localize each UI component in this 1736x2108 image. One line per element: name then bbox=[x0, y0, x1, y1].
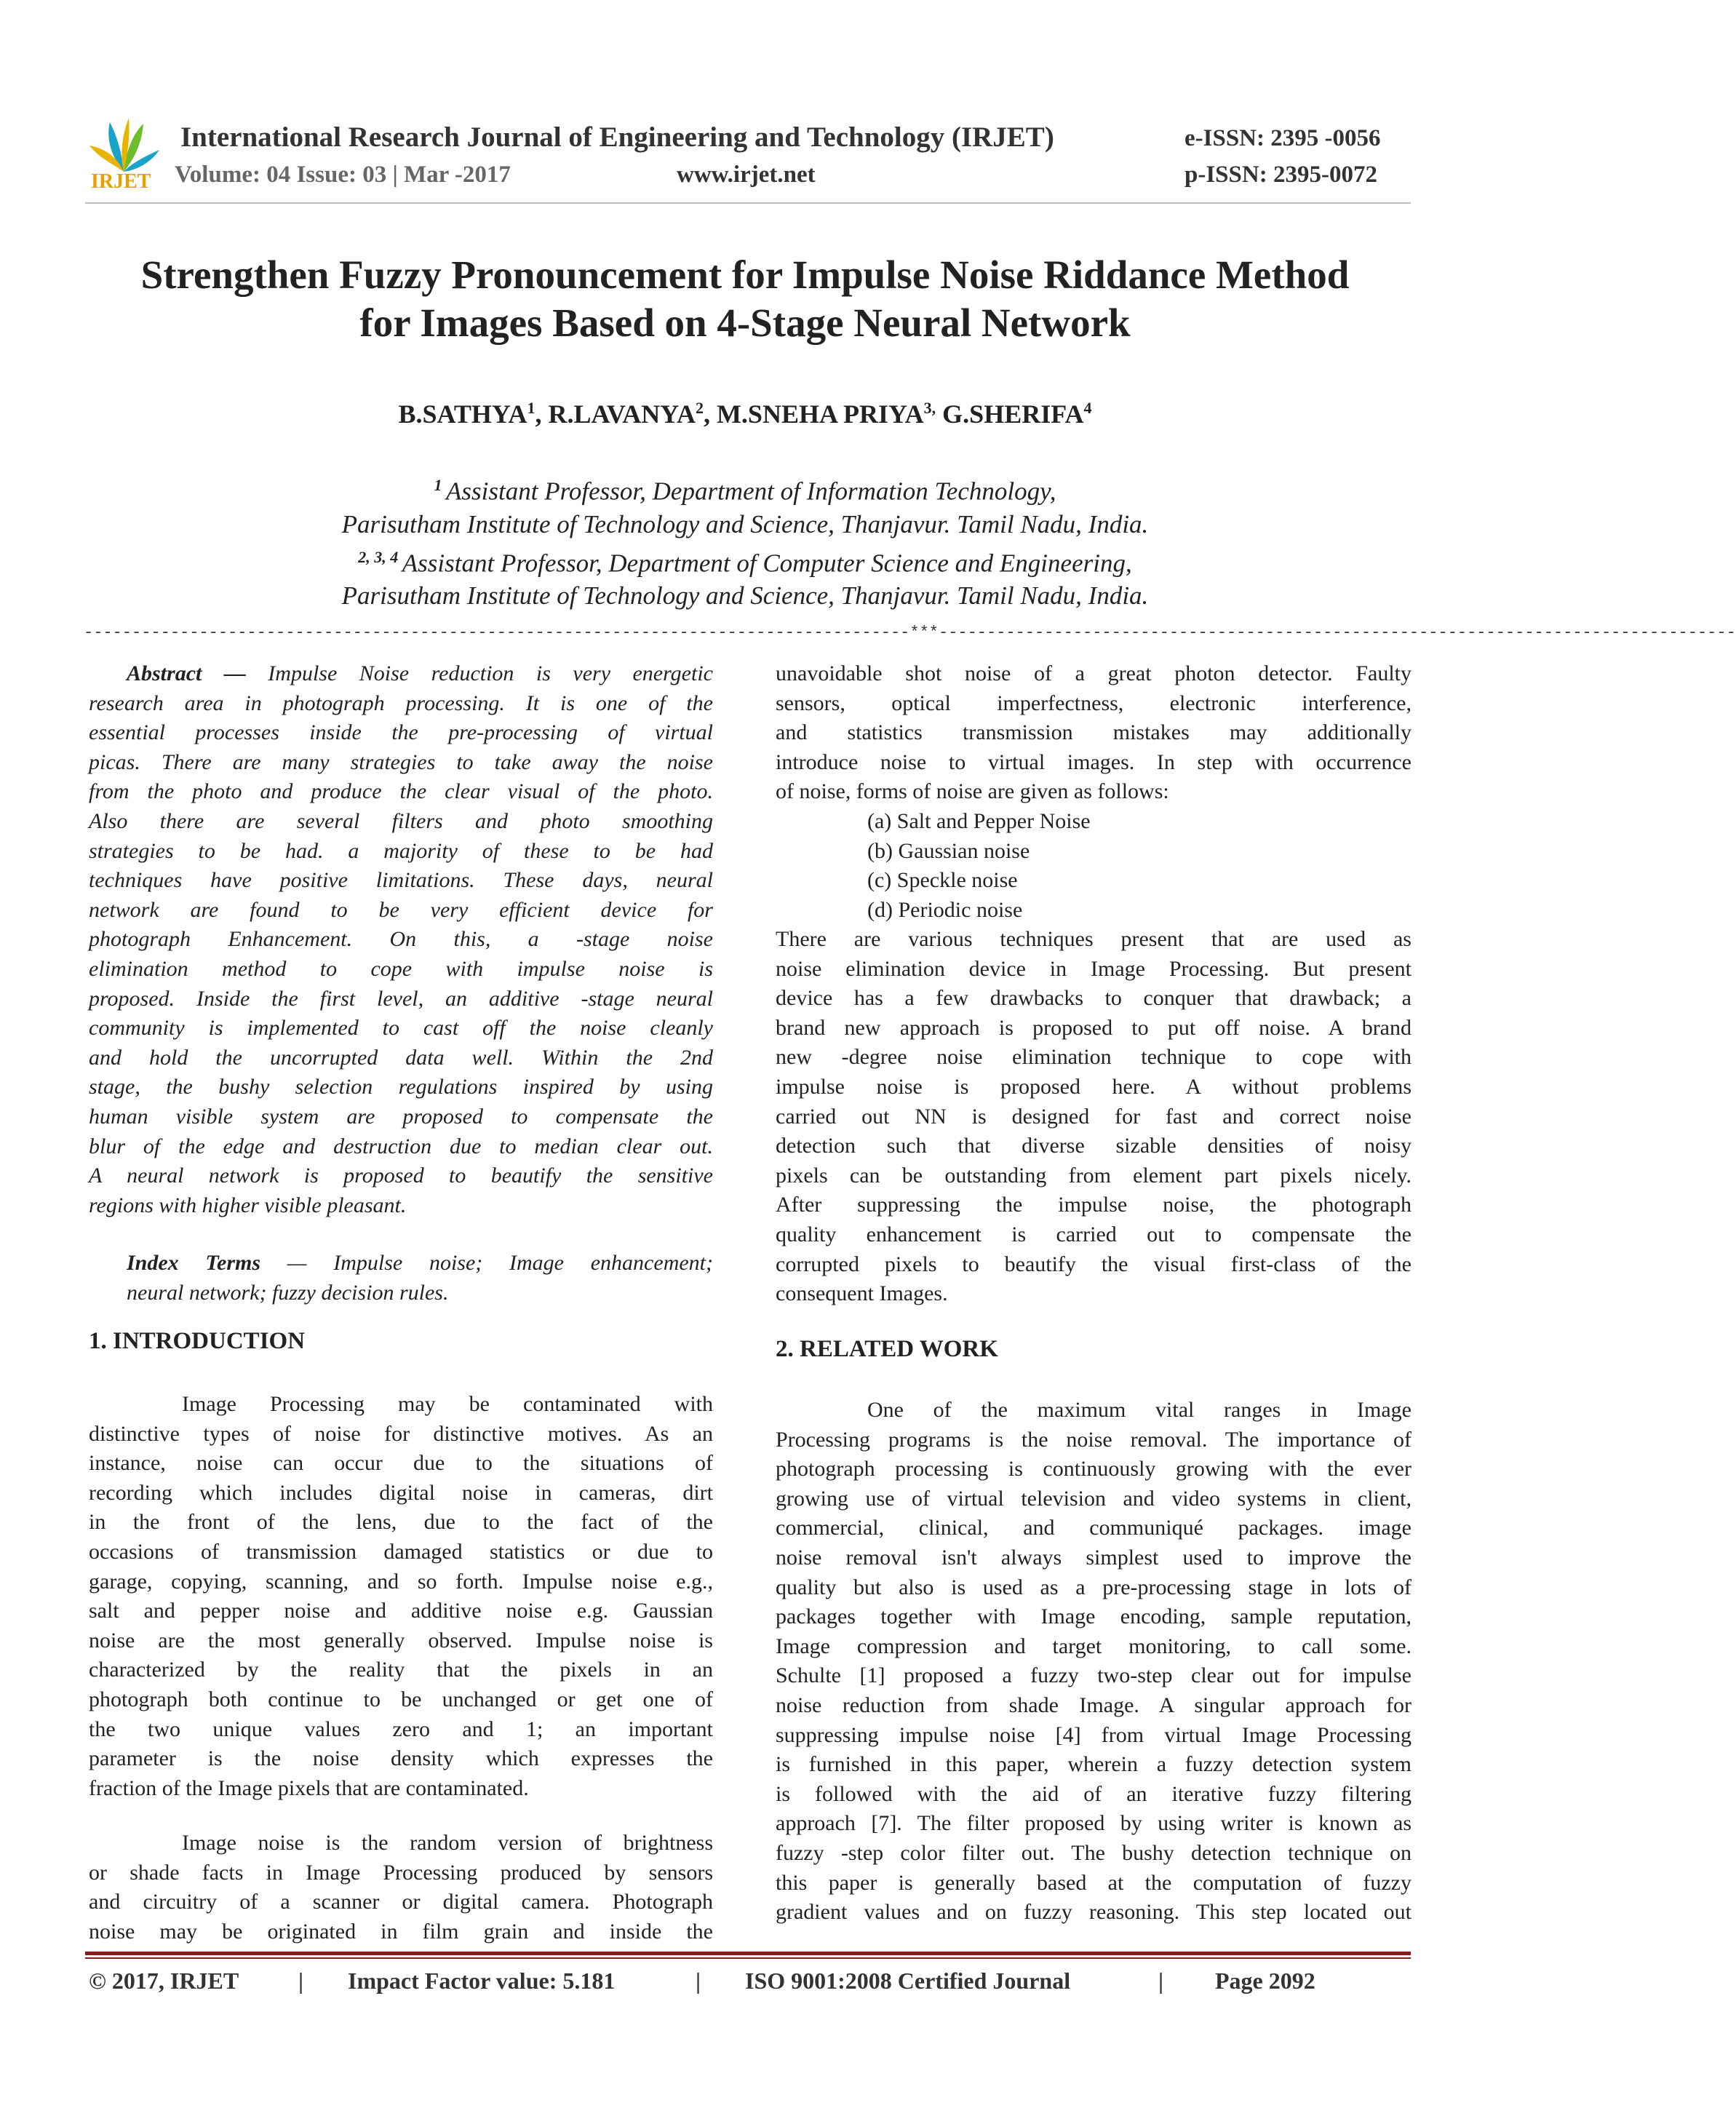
intro-p1-line: in the front of the lens, due to the fact of the bbox=[89, 1510, 713, 1535]
right-p2-line: There are various techniques present that are used as bbox=[776, 927, 1412, 951]
title-line-2: for Images Based on 4-Stage Neural Network bbox=[359, 301, 1131, 345]
affiliation-1-mark: 1 bbox=[434, 476, 447, 494]
right-p2-line: pixels can be outstanding from element part pixels nicely. bbox=[776, 1163, 1412, 1188]
intro-p1-line: occasions of transmission damaged statistics or due to bbox=[89, 1539, 713, 1564]
paper-title bbox=[0, 251, 1490, 347]
abstract-line: regions with higher visible pleasant. bbox=[89, 1193, 407, 1217]
right-p2-line: consequent Images. bbox=[776, 1281, 948, 1306]
intro-paragraph-2 bbox=[89, 1829, 713, 1946]
index-terms-label: Index Terms bbox=[127, 1251, 261, 1275]
journal-name: International Research Journal of Engineering and Technology (IRJET) bbox=[180, 122, 1054, 153]
e-issn: e-ISSN: 2395 -0056 bbox=[1184, 125, 1381, 151]
related-work-line: noise removal isn't always simplest used to improve the bbox=[776, 1545, 1412, 1570]
related-work-line: suppressing impulse noise [4] from virtual Image Processing bbox=[776, 1722, 1412, 1747]
author-3: , M.SNEHA PRIYA bbox=[703, 399, 924, 429]
intro-p1-line: the two unique values zero and 1; an important bbox=[89, 1717, 713, 1741]
intro-p1-line: noise are the most generally observed. Impulse noise is bbox=[89, 1628, 713, 1652]
affiliations bbox=[0, 469, 1490, 612]
footer-sep-2: | bbox=[696, 1968, 701, 1994]
abstract-first-text: Impulse Noise reduction is very energetic bbox=[245, 661, 713, 685]
right-p2-line: quality enhancement is carried out to compensate the bbox=[776, 1222, 1412, 1246]
abstract-text bbox=[89, 659, 713, 1220]
right-p2-line: impulse noise is proposed here. A without problems bbox=[776, 1074, 1412, 1099]
author-1: B.SATHYA bbox=[398, 399, 527, 429]
author-3-mark: 3, bbox=[923, 399, 936, 417]
index-terms-line-2: neural network; fuzzy decision rules. bbox=[127, 1280, 449, 1305]
related-work-line: is followed with the aid of an iterative fuzzy filtering bbox=[776, 1781, 1412, 1806]
affiliation-1-line-1: Assistant Professor, Department of Information Technology, bbox=[446, 477, 1056, 506]
intro-p2-line: Image noise is the random version of brightness bbox=[182, 1831, 713, 1855]
related-work-line: growing use of virtual television and video systems in client, bbox=[776, 1486, 1412, 1511]
abstract-label: Abstract — bbox=[127, 661, 246, 685]
abstract-line: blur of the edge and destruction due to median clear out. bbox=[89, 1134, 713, 1158]
abstract-line: techniques have positive limitations. These days, neural bbox=[89, 868, 713, 893]
intro-p2-line: noise may be originated in film grain and inside the bbox=[89, 1919, 713, 1944]
related-work-line: noise reduction from shade Image. A singular approach for bbox=[776, 1693, 1412, 1717]
index-terms bbox=[127, 1249, 713, 1308]
intro-p1-line: fraction of the Image pixels that are contaminated. bbox=[89, 1775, 529, 1800]
intro-p1-line: parameter is the noise density which expresses the bbox=[89, 1746, 713, 1771]
footer-page: Page 2092 bbox=[1215, 1968, 1315, 1994]
abstract-line: elimination method to cope with impulse noise is bbox=[89, 956, 713, 981]
related-work-line: Image compression and target monitoring, to call some. bbox=[776, 1634, 1412, 1658]
right-paragraph-2 bbox=[776, 925, 1412, 1309]
right-p1-line: and statistics transmission mistakes may additionally bbox=[776, 720, 1412, 745]
footer-iso: ISO 9001:2008 Certified Journal bbox=[745, 1968, 1071, 1994]
related-work-line: packages together with Image encoding, sample reputation, bbox=[776, 1604, 1412, 1629]
intro-p2-line: or shade facts in Image Processing produced by sensors bbox=[89, 1860, 713, 1885]
related-work-line: One of the maximum vital ranges in Image bbox=[867, 1398, 1412, 1422]
abstract-block bbox=[89, 659, 713, 1220]
right-p1-line: sensors, optical imperfectness, electronic interference, bbox=[776, 691, 1412, 715]
header-rule bbox=[85, 202, 1411, 204]
intro-paragraph-1 bbox=[89, 1390, 713, 1803]
related-work-line: Processing programs is the noise removal. The importance of bbox=[776, 1427, 1412, 1452]
logo-text: IRJET bbox=[91, 170, 151, 193]
affiliation-2-line-1: Assistant Professor, Department of Computer Science and Engineering, bbox=[402, 549, 1132, 578]
abstract-line bbox=[89, 659, 713, 689]
noise-type-item: (b) Gaussian noise bbox=[867, 838, 1030, 863]
right-p1-line: introduce noise to virtual images. In step with occurrence bbox=[776, 749, 1412, 774]
intro-p1-line: garage, copying, scanning, and so forth. Impulse noise e.g., bbox=[89, 1569, 713, 1594]
abstract-line: strategies to be had. a majority of these to be had bbox=[89, 838, 713, 863]
author-1-mark: 1 bbox=[527, 399, 535, 417]
irjet-logo bbox=[84, 108, 164, 195]
right-p1-line: of noise, forms of noise are given as follows: bbox=[776, 779, 1169, 804]
author-list bbox=[0, 399, 1490, 429]
right-p2-line: carried out NN is designed for fast and correct noise bbox=[776, 1104, 1412, 1129]
footer-copyright: © 2017, IRJET bbox=[89, 1968, 239, 1994]
abstract-line: from the photo and produce the clear visual of the photo. bbox=[89, 779, 713, 804]
footer-sep-1: | bbox=[298, 1968, 304, 1994]
right-p2-line: noise elimination device in Image Processing. But present bbox=[776, 956, 1412, 981]
author-2: , R.LAVANYA bbox=[535, 399, 696, 429]
related-work-line: commercial, clinical, and communiqué packages. image bbox=[776, 1516, 1412, 1540]
noise-type-item: (a) Salt and Pepper Noise bbox=[867, 809, 1091, 833]
right-p1-line: unavoidable shot noise of a great photon detector. Faulty bbox=[776, 661, 1412, 685]
related-work-line: quality but also is used as a pre-processing stage in lots of bbox=[776, 1575, 1412, 1599]
intro-p1-line: recording which includes digital noise in cameras, dirt bbox=[89, 1480, 713, 1505]
related-work-line: Schulte [1] proposed a fuzzy two-step clear out for impulse bbox=[776, 1663, 1412, 1688]
title-line-1: Strengthen Fuzzy Pronouncement for Impulse Noise Riddance Method bbox=[140, 252, 1350, 297]
right-p2-line: After suppressing the impulse noise, the photograph bbox=[776, 1193, 1412, 1217]
related-work-paragraph bbox=[776, 1396, 1412, 1928]
abstract-line: and hold the uncorrupted data well. Within the 2nd bbox=[89, 1045, 713, 1070]
related-work-line: this paper is generally based at the computation of fuzzy bbox=[776, 1870, 1412, 1895]
affiliation-1-line-2: Parisutham Institute of Technology and Science, Thanjavur. Tamil Nadu, India. bbox=[341, 509, 1149, 538]
abstract-line: research area in photograph processing. It is one of the bbox=[89, 691, 713, 715]
right-paragraph-1 bbox=[776, 659, 1412, 807]
abstract-line: network are found to be very efficient device for bbox=[89, 897, 713, 922]
author-4: G.SHERIFA bbox=[936, 399, 1084, 429]
abstract-line: photograph Enhancement. On this, a -stage noise bbox=[89, 927, 713, 952]
intro-p1-line: salt and pepper noise and additive noise e.g. Gaussian bbox=[89, 1599, 713, 1623]
related-work-heading: 2. RELATED WORK bbox=[776, 1336, 998, 1362]
footer-sep-3: | bbox=[1158, 1968, 1164, 1994]
journal-website[interactable]: www.irjet.net bbox=[677, 162, 816, 188]
related-work-line: is furnished in this paper, wherein a fuzzy detection system bbox=[776, 1752, 1412, 1777]
right-p2-line: brand new approach is proposed to put off noise. A brand bbox=[776, 1015, 1412, 1040]
intro-p1-line: Image Processing may be contaminated with bbox=[182, 1392, 713, 1416]
right-p2-line: detection such that diverse sizable densities of noisy bbox=[776, 1134, 1412, 1158]
index-terms-text-1: — Impulse noise; Image enhancement; bbox=[260, 1251, 713, 1275]
abstract-line: picas. There are many strategies to take away the noise bbox=[89, 749, 713, 774]
related-work-line: fuzzy -step color filter out. The bushy detection technique on bbox=[776, 1840, 1412, 1865]
index-terms-line-1 bbox=[127, 1249, 713, 1278]
intro-heading: 1. INTRODUCTION bbox=[89, 1328, 306, 1354]
abstract-line: proposed. Inside the first level, an additive -stage neural bbox=[89, 986, 713, 1011]
intro-p1-line: instance, noise can occur due to the situations of bbox=[89, 1451, 713, 1476]
abstract-line: essential processes inside the pre-processing of virtual bbox=[89, 720, 713, 745]
footer-rule-thin bbox=[85, 1957, 1411, 1959]
author-4-mark: 4 bbox=[1083, 399, 1092, 417]
abstract-line: human visible system are proposed to compensate the bbox=[89, 1104, 713, 1129]
volume-issue: Volume: 04 Issue: 03 | Mar -2017 bbox=[175, 162, 511, 188]
footer-rule-thick bbox=[85, 1952, 1411, 1955]
author-2-mark: 2 bbox=[695, 399, 704, 417]
affiliation-2-line-2: Parisutham Institute of Technology and Science, Thanjavur. Tamil Nadu, India. bbox=[341, 581, 1149, 610]
right-p2-line: new -degree noise elimination technique to cope with bbox=[776, 1045, 1412, 1070]
page-footer bbox=[89, 1968, 1315, 1994]
affiliation-2-mark: 2, 3, 4 bbox=[358, 547, 402, 566]
related-work-line: photograph processing is continuously growing with the ever bbox=[776, 1457, 1412, 1481]
abstract-line: stage, the bushy selection regulations inspired by using bbox=[89, 1075, 713, 1099]
related-work-line: approach [7]. The filter proposed by using writer is known as bbox=[776, 1811, 1412, 1836]
p-issn: p-ISSN: 2395-0072 bbox=[1184, 162, 1377, 188]
intro-p1-line: photograph both continue to be unchanged or get one of bbox=[89, 1687, 713, 1711]
section-separator: --------------------------------------------------------------------------------------***----------------------------------------------------------------------------------- bbox=[84, 624, 1736, 642]
related-work-line: gradient values and on fuzzy reasoning. This step located out bbox=[776, 1900, 1412, 1925]
abstract-line: A neural network is proposed to beautify the sensitive bbox=[89, 1164, 713, 1188]
right-p2-line: corrupted pixels to beautify the visual first-class of the bbox=[776, 1252, 1412, 1276]
intro-p2-line: and circuitry of a scanner or digital camera. Photograph bbox=[89, 1890, 713, 1914]
abstract-line: community is implemented to cast off the noise cleanly bbox=[89, 1016, 713, 1041]
noise-type-list bbox=[776, 807, 1412, 925]
intro-p1-line: characterized by the reality that the pixels in an bbox=[89, 1658, 713, 1682]
right-p2-line: device has a few drawbacks to conquer that drawback; a bbox=[776, 986, 1412, 1011]
intro-p1-line: distinctive types of noise for distinctive motives. As an bbox=[89, 1421, 713, 1446]
noise-type-item: (c) Speckle noise bbox=[867, 868, 1018, 893]
abstract-line: Also there are several filters and photo smoothing bbox=[89, 808, 713, 833]
noise-type-item: (d) Periodic noise bbox=[867, 897, 1023, 922]
footer-impact: Impact Factor value: 5.181 bbox=[348, 1968, 616, 1994]
